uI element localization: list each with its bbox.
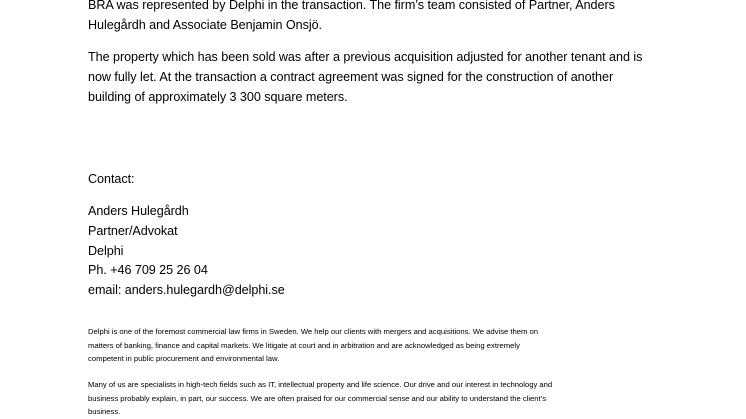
contact-heading: Contact: [88, 172, 135, 186]
contact-company: Delphi [88, 243, 124, 258]
footer-about-paragraph [88, 325, 668, 366]
footer-line: business probably explain, in part, our success. We are often praised for our commercial sense and our ability to understand the client’s [88, 393, 547, 403]
contact-name: Anders Hulegårdh [88, 204, 189, 218]
paragraph-line: now fully let. At the transaction a contract agreement was signed for the construction of another [88, 69, 614, 84]
footer-line: business. [88, 407, 121, 417]
footer-line: competent in public procurement and environmental law. [88, 354, 280, 364]
contact-phone: Ph. +46 709 25 26 04 [88, 263, 208, 278]
paragraph-line: building of approximately 3 300 square meters. [88, 89, 348, 104]
paragraph-line: Hulegårdh and Associate Benjamin Onsjö. [88, 17, 322, 32]
footer-line: Delphi is one of the foremost commercial law firms in Sweden. We help our clients with mergers and acquisitions. We advise them on [88, 327, 539, 336]
contact-email: email: anders.hulegardh@delphi.se [88, 283, 285, 298]
contact-block [88, 202, 668, 301]
transaction-paragraph [88, 0, 668, 36]
footer-specialists-paragraph [88, 378, 668, 419]
contact-title: Partner/Advokat [88, 223, 178, 238]
paragraph-line: BRA was represented by Delphi in the transaction. The firm’s team consisted of Partner, Anders [88, 0, 615, 12]
property-paragraph [88, 48, 668, 107]
footer-line: matters of banking, finance and capital markets. We litigate at court and in arbitration and are acknowledged as being extremely [88, 340, 520, 350]
paragraph-line: The property which has been sold was after a previous acquisition adjusted for another tenant and is [88, 50, 643, 64]
footer-line: Many of us are specialists in high-tech fields such as IT, intellectual property and life science. Our drive and our interest in technology and [88, 380, 553, 389]
